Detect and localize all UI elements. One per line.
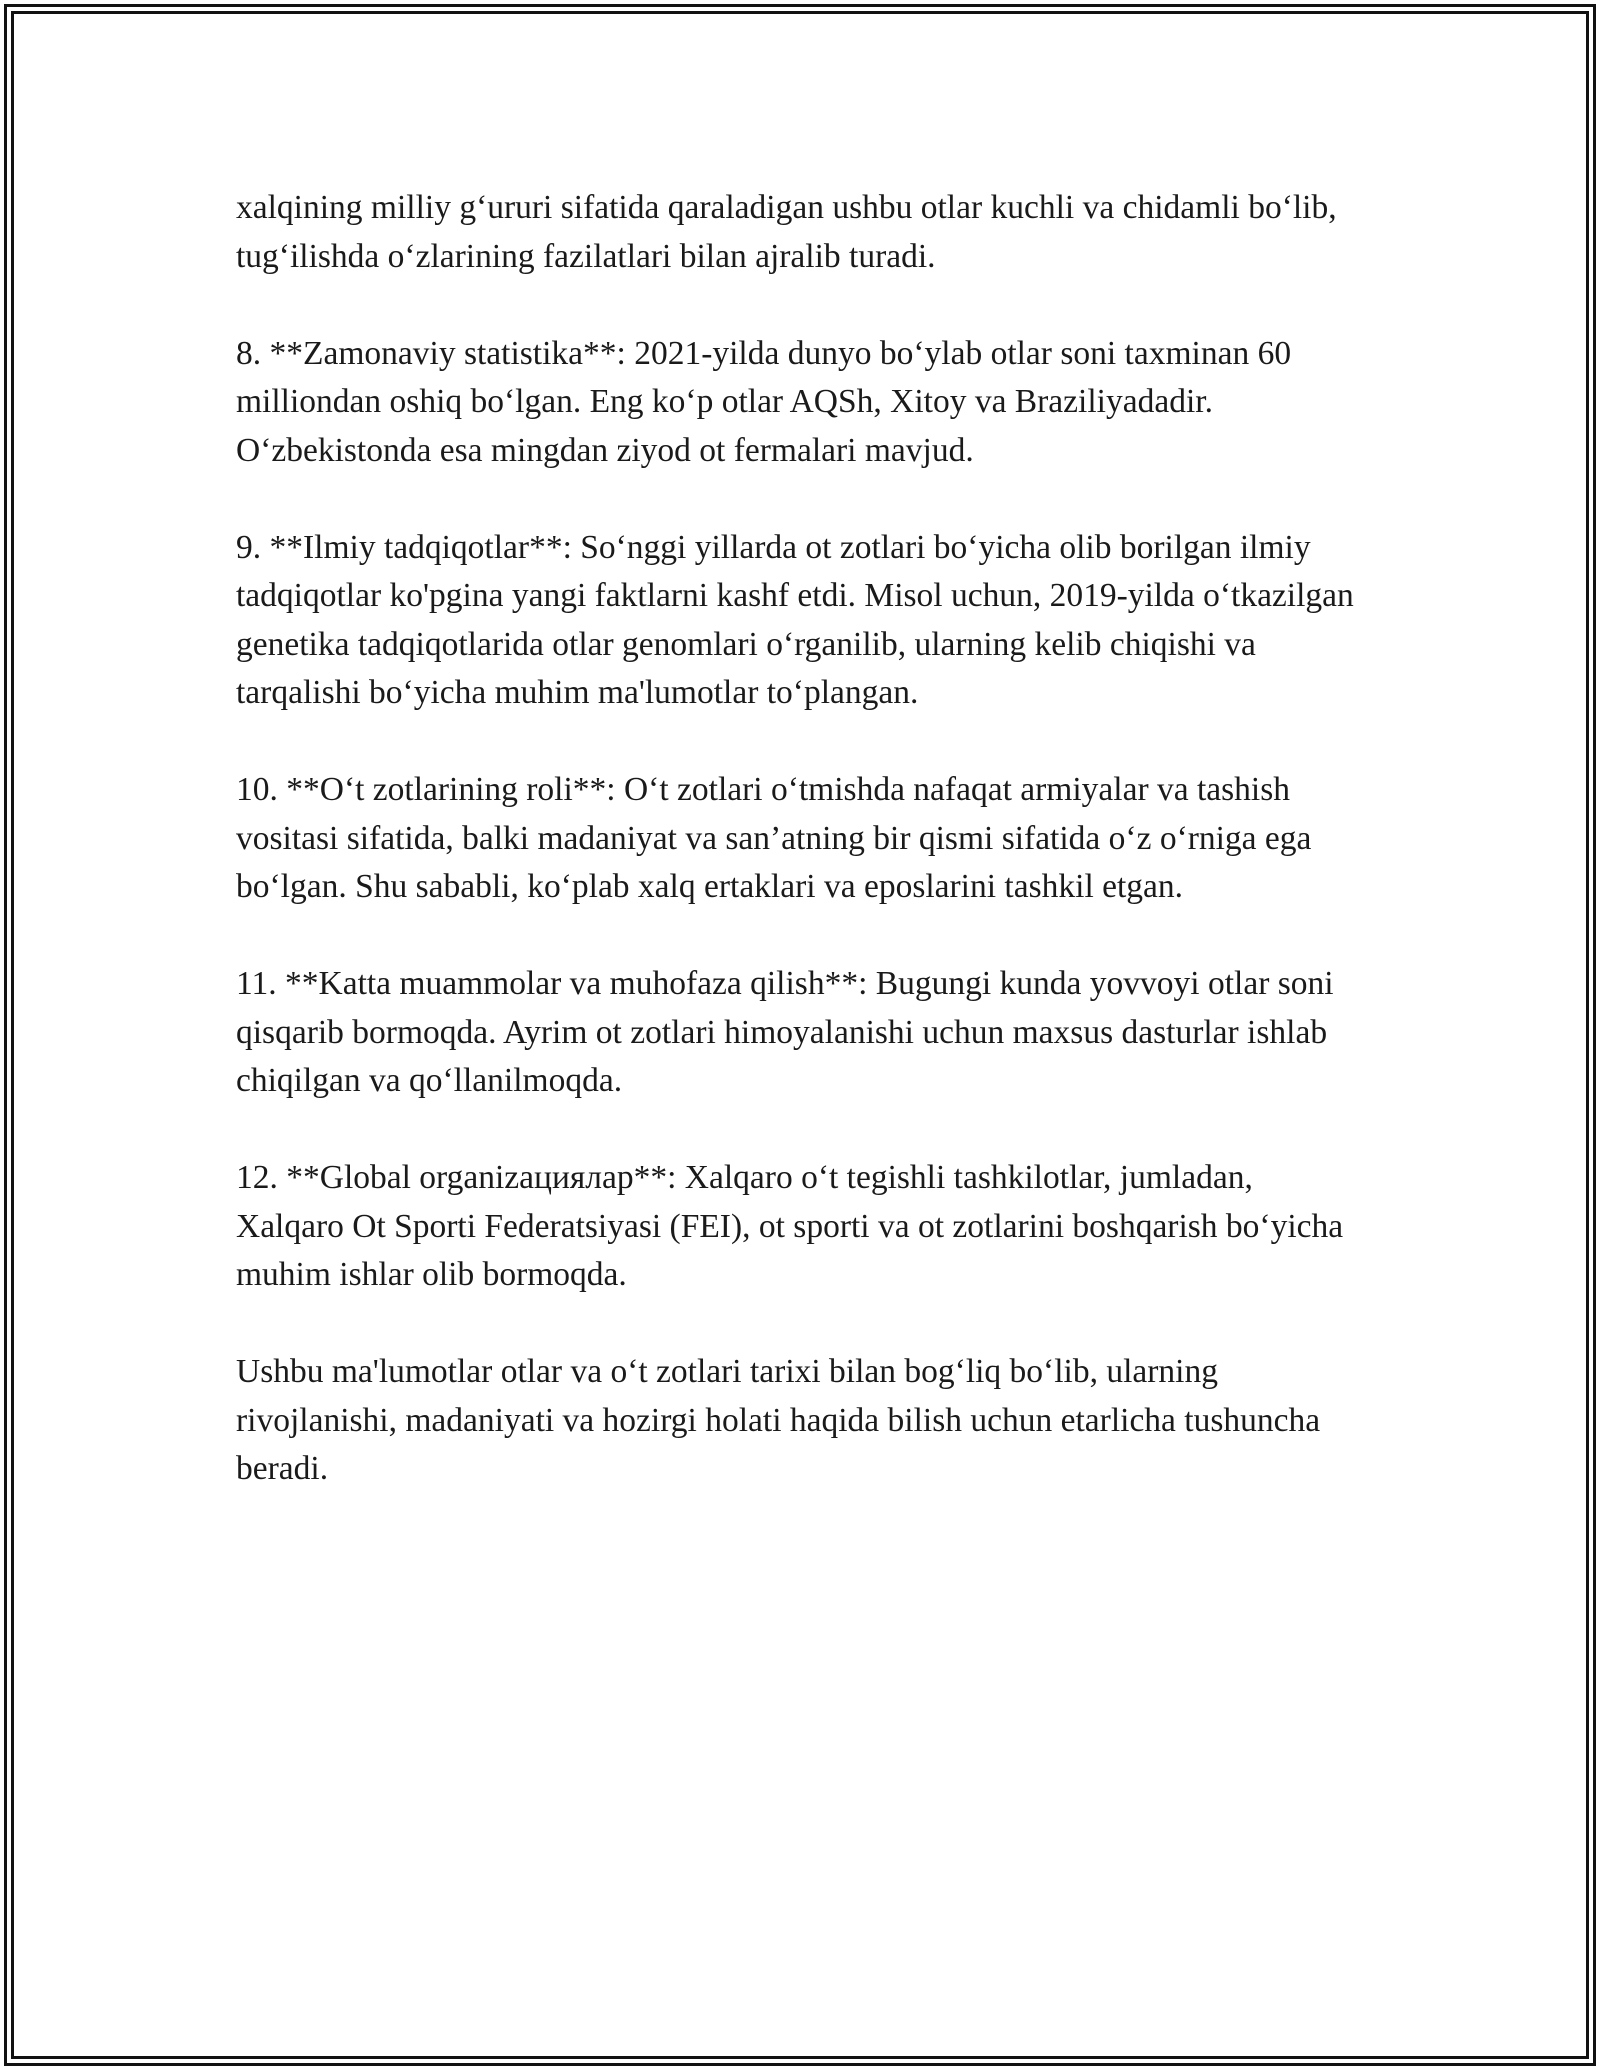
paragraph-role-of-breeds: 10. **O‘t zotlarining roli**: O‘t zotlari o‘tmishda nafaqat armiyalar va tashish vositasi sifatida, balki madaniyat va san’atning bir qismi sifatida o‘z o‘rniga ega bo‘lgan. Shu sababli, ko‘plab xalq ertaklari va eposlarini tashkil etgan. <box>236 771 1312 905</box>
paragraph-scientific-research: 9. **Ilmiy tadqiqotlar**: So‘nggi yillarda ot zotlari bo‘yicha olib borilgan ilmiy tadqiqotlar ko'pgina yangi faktlarni kashf etdi. Misol uchun, 2019-yilda o‘tkazilgan genetika tadqiqotlarida otlar genomlari o‘rganilib, ularning kelib chiqishi va tarqalishi bo‘yicha muhim ma'lumotlar to‘plangan. <box>236 528 1354 711</box>
paragraph-problems-protection: 11. **Katta muammolar va muhofaza qilish**: Bugungi kunda yovvoyi otlar soni qisqarib bormoqda. Ayrim ot zotlari himoyalanishi uchun maxsus dasturlar ishlab chiqilgan va qo‘llanilmoqda. <box>236 965 1334 1099</box>
paragraph-continuation: xalqining milliy g‘ururi sifatida qaraladigan ushbu otlar kuchli va chidamli bo‘lib, tug‘ilishda o‘zlarining fazilatlari bilan ajralib turadi. <box>236 189 1337 275</box>
document-body <box>236 184 1366 1542</box>
paragraph-conclusion: Ushbu ma'lumotlar otlar va o‘t zotlari tarixi bilan bog‘liq bo‘lib, ularning rivojlanishi, madaniyati va hozirgi holati haqida bilish uchun etarlicha tushuncha beradi. <box>236 1353 1321 1487</box>
paragraph-modern-statistics: 8. **Zamonaviy statistika**: 2021-yilda dunyo bo‘ylab otlar soni taxminan 60 milliondan oshiq bo‘lgan. Eng ko‘p otlar AQSh, Xitoy va Braziliyadadir. O‘zbekistonda esa mingdan ziyod ot fermalari mavjud. <box>236 334 1292 469</box>
paragraph-global-organizations: 12. **Global organizaциялар**: Xalqaro o‘t tegishli tashkilotlar, jumladan, Xalqaro Ot Sporti Federatsiyasi (FEI), ot sporti va ot zotlarini boshqarish bo‘yicha muhim ishlar olib bormoqda. <box>236 1159 1344 1293</box>
